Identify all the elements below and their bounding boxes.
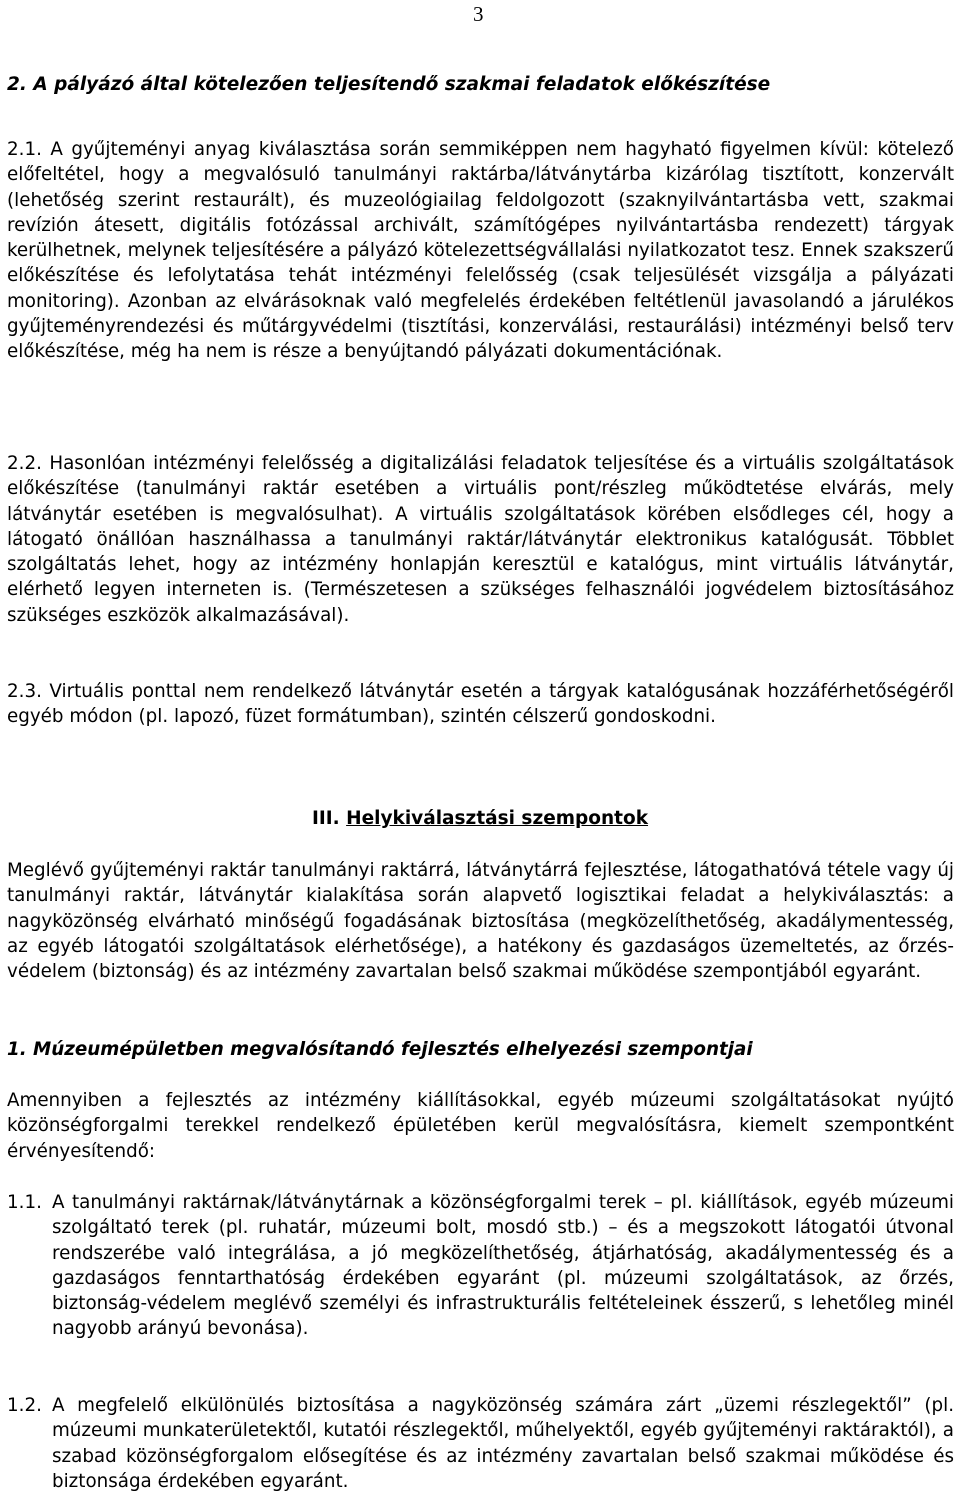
paragraph-2-1: 2.1. A gyűjteményi anyag kiválasztása során semmiképpen nem hagyható figyelmen kívül: kötelező előfeltétel, hogy a megvalósuló tanulmányi raktárba/látványtárba kizárólag tisztított, konzervált (lehetőség szerint restaurált), és muzeológiailag feldolgozott (szaknyilvántartásba vett, szakmai revízión átesett, digitális fotózással archivált, számítógépes nyilvántartásba rendezett) tárgyak kerülhetnek, melynek teljesítésére a pályázó kötelezettségvállalási nyilatkozatot tesz. Ennek szakszerű előkészítése és lefolytatása tehát intézményi felelősség (csak teljesülését vizsgálja a pályázati monitoring). Azonban az elvárásoknak való megfelelés érdekében feltétlenül javasolandó a járulékos gyűjteményrendezési és műtárgyvédelmi (tisztítási, konzerválási, restaurálási) intézményi belső terv előkészítése, még ha nem is része a benyújtandó pályázati dokumentációnak.	[7, 139, 954, 363]
paragraph-2-2: 2.2. Hasonlóan intézményi felelősség a digitalizálási feladatok teljesítése és a virtuális szolgáltatások előkészítése (tanulmányi raktár esetében a virtuális pont/részleg működtetése elvárás, mely látványtár esetében is megvalósulhat). A virtuális szolgáltatások körében elsődleges cél, hogy a látogató önállóan használhassa a tanulmányi raktár/látványtár elektronikus katalógusát. Többlet szolgáltatás lehet, hogy az intézmény honlapján keresztül e katalógus, mint virtuális látványtár, elérhető legyen interneten is. (Természetesen a szükséges felhasználói jogvédelem biztosításához szükséges eszközök alkalmazásával).	[7, 453, 954, 626]
chapter-heading	[0, 806, 960, 831]
list-item-number: 1.2.	[7, 1395, 42, 1416]
chapter-title: Helykiválasztási szempontok	[346, 808, 649, 829]
sub-heading: 1. Múzeumépületben megvalósítandó fejlesztés elhelyezési szempontjai	[7, 1039, 753, 1060]
list-item	[7, 1190, 954, 1342]
section-heading: 2. A pályázó által kötelezően teljesítendő szakmai feladatok előkészítése	[7, 74, 771, 95]
list-item-number: 1.1.	[7, 1192, 42, 1213]
paragraph-2-3: 2.3. Virtuális ponttal nem rendelkező látványtár esetén a tárgyak katalógusának hozzáférhetőségéről egyéb módon (pl. lapozó, füzet formátumban), szintén célszerű gondoskodni.	[7, 681, 954, 728]
page-number: 3	[473, 2, 484, 26]
list-item-text: A megfelelő elkülönülés biztosítása a nagyközönség számára zárt „üzemi részlegektől” (pl. múzeumi munkaterületektől, kutatói részlegektől, műhelyektől, egyéb gyűjteményi raktáraktól), a szabad közönségforgalom elősegítése és az intézmény zavartalan belső szakmai működése és biztonsága érdekében egyaránt.	[52, 1395, 954, 1492]
chapter-numeral: III.	[311, 808, 340, 829]
list-item	[7, 1393, 954, 1494]
paragraph-museum-building: Amennyiben a fejlesztés az intézmény kiállításokkal, egyéb múzeumi szolgáltatásokat nyújtó közönségforgalmi terekkel rendelkező épületében kerül megvalósításra, kiemelt szempontként érvényesítendő:	[7, 1090, 954, 1162]
list-item-text: A tanulmányi raktárnak/látványtárnak a közönségforgalmi terek – pl. kiállítások, egyéb múzeumi szolgáltató terek (pl. ruhatár, múzeumi bolt, mosdó stb.) – és a megszokott látogatói útvonal rendszerébe való integrálása, a jó megközelíthetőség, átjárhatóság, akadálymentesség és a gazdaságos fenntarthatóság érdekében egyaránt (pl. múzeumi szolgáltatások, az őrzés, biztonság-védelem meglévő személyi és infrastrukturális feltételeinek ésszerű, s lehetőleg minél nagyobb arányú bevonása).	[52, 1192, 954, 1340]
paragraph-site-selection: Meglévő gyűjteményi raktár tanulmányi raktárrá, látványtárrá fejlesztése, látogathatóvá tétele vagy új tanulmányi raktár, látványtár kialakítása során alapvető logisztikai feladat a helykiválasztás: a nagyközönség elvárható minőségű fogadásának biztosítása (megközelíthetőség, akadálymentesség, az egyéb látogatói szolgáltatások elérhetősége), a hatékony és gazdaságos üzemeltetés, az őrzés-védelem (biztonság) és az intézmény zavartalan belső szakmai működése szempontjából egyaránt.	[7, 860, 954, 983]
